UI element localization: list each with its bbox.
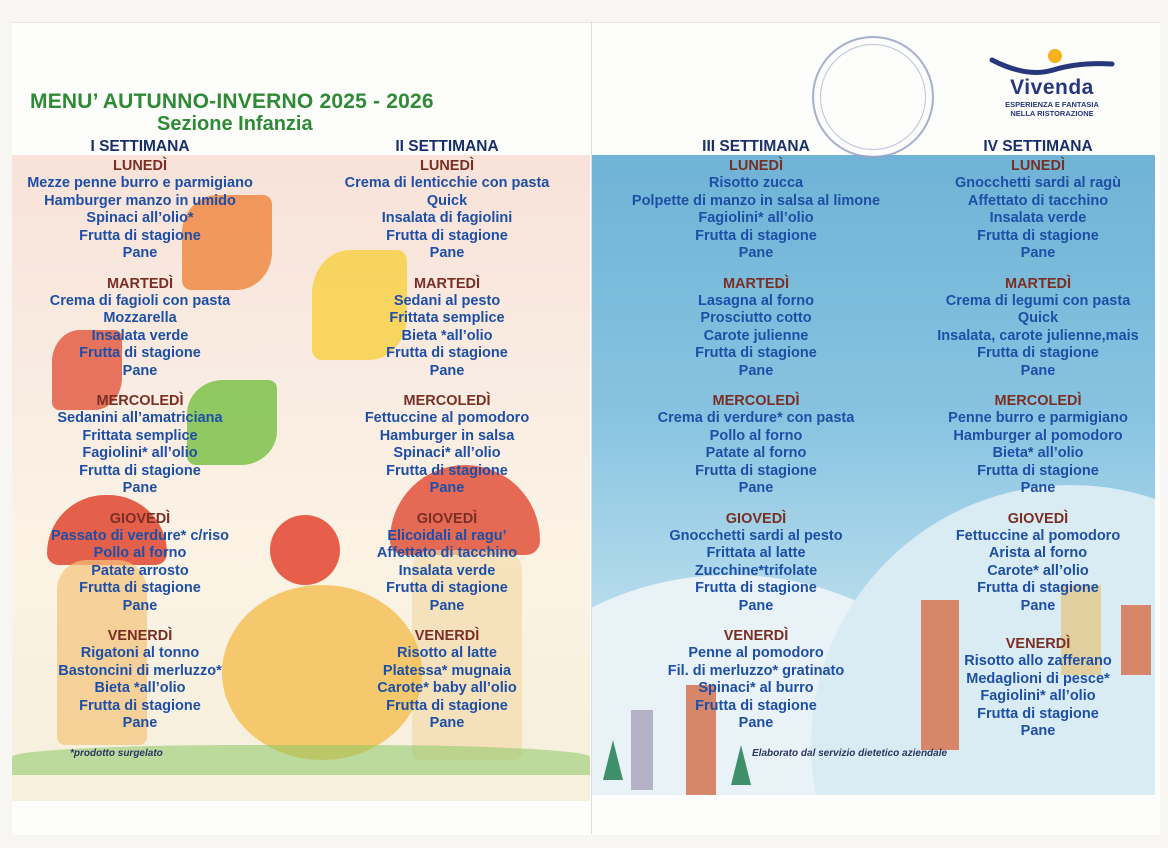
day-label: MARTEDÌ	[1004, 275, 1072, 292]
menu-item: Affettato di tacchino	[967, 192, 1109, 209]
menu-item: Fettuccine al pomodoro	[955, 527, 1121, 544]
menu-item: Pane	[429, 597, 465, 614]
day-label: GIOVEDÌ	[725, 510, 787, 527]
menu-item: Crema di fagioli con pasta	[49, 292, 231, 309]
menu-item: Fagiolini* all’olio	[82, 445, 198, 461]
menu-item: Crema di legumi con pasta	[945, 292, 1131, 309]
day-label: MARTEDÌ	[413, 275, 481, 292]
menu-item: Mezze penne burro e parmigiano	[27, 175, 253, 191]
menu-item: Insalata verde	[91, 327, 189, 344]
vivenda-logo	[982, 48, 1122, 128]
day-label: GIOVEDÌ	[109, 510, 171, 527]
menu-item: Crema di verdure* con pasta	[657, 410, 855, 426]
week-column-1	[14, 137, 266, 733]
menu-item: Bieta *all’olio	[401, 327, 493, 344]
menu-item: Insalata verde	[989, 210, 1087, 226]
menu-item: Risotto allo zafferano	[964, 653, 1112, 669]
menu-item: Hamburger in salsa	[379, 427, 515, 444]
menu-item: Hamburger al pomodoro	[953, 427, 1123, 444]
menu-item: Frutta di stagione	[695, 345, 817, 361]
menu-item: Frutta di stagione	[977, 227, 1099, 244]
menu-item: Bieta* all’olio	[992, 445, 1084, 461]
menu-item: Frutta di stagione	[695, 697, 817, 714]
day-label: VENERDÌ	[1005, 636, 1071, 652]
menu-item: Risotto al latte	[397, 645, 497, 661]
menu-item: Frutta di stagione	[977, 580, 1099, 596]
menu-item: Insalata, carote julienne,mais	[937, 327, 1139, 344]
day-label: GIOVEDÌ	[1007, 510, 1069, 527]
menu-item: Pollo al forno	[709, 427, 803, 444]
menu-item: Frutta di stagione	[386, 462, 508, 479]
menu-item: Elicoidali al ragu’	[387, 527, 507, 544]
menu-item: Frutta di stagione	[79, 462, 201, 479]
menu-item: Pane	[738, 245, 774, 261]
menu-item: Pane	[738, 362, 774, 379]
menu-item: Pane	[122, 597, 158, 614]
menu-item: Frutta di stagione	[79, 580, 201, 596]
day-label: MERCOLEDÌ	[712, 393, 800, 409]
menu-item: Medaglioni di pesce*	[966, 670, 1110, 687]
menu-item: Pane	[738, 480, 774, 496]
week-column-3	[612, 137, 900, 733]
week-column-4	[918, 137, 1158, 741]
menu-title: MENU’ AUTUNNO-INVERNO 2025 - 2026	[30, 90, 434, 113]
menu-item: Mozzarella	[103, 310, 177, 326]
day-label: MERCOLEDÌ	[96, 393, 184, 409]
menu-item: Patate al forno	[705, 445, 807, 461]
menu-item: Frittata al latte	[706, 545, 806, 561]
menu-item: Frittata semplice	[389, 310, 505, 326]
menu-item: Pane	[429, 480, 465, 496]
menu-item: Carote* baby all’olio	[377, 680, 517, 696]
logo-tagline-1: ESPERIENZA E FANTASIA	[1005, 100, 1099, 109]
day-label: MERCOLEDÌ	[403, 393, 491, 409]
menu-item: Carote* all’olio	[987, 562, 1089, 579]
menu-item: Frutta di stagione	[386, 227, 508, 244]
day-label: LUNEDÌ	[420, 158, 474, 174]
menu-item: Frutta di stagione	[977, 345, 1099, 361]
menu-item: Quick	[426, 192, 468, 209]
frozen-product-note: *prodotto surgelato	[70, 748, 163, 759]
menu-item: Frutta di stagione	[977, 462, 1099, 479]
dietary-service-note: Elaborato dal servizio dietetico aziendale	[752, 748, 948, 759]
menu-item: Fagiolini* all’olio	[698, 210, 814, 226]
menu-item: Sedani al pesto	[393, 292, 501, 309]
menu-item: Rigatoni al tonno	[80, 645, 200, 661]
menu-item: Platessa* mugnaia	[382, 662, 512, 679]
day-label: VENERDÌ	[414, 628, 480, 644]
day-label: VENERDÌ	[107, 628, 173, 644]
menu-item: Pane	[122, 480, 158, 496]
menu-item: Insalata di fagiolini	[381, 210, 513, 226]
day-label: MARTEDÌ	[722, 275, 790, 292]
menu-item: Pane	[429, 245, 465, 261]
menu-item: Pane	[1020, 597, 1056, 614]
menu-item: Arista al forno	[988, 545, 1088, 561]
menu-item: Gnocchetti sardi al ragù	[955, 175, 1121, 191]
menu-item: Sedanini all’amatriciana	[57, 410, 223, 426]
menu-item: Insalata verde	[398, 562, 496, 579]
menu-item: Bastoncini di merluzzo*	[58, 662, 222, 679]
menu-item: Risotto zucca	[708, 175, 804, 191]
menu-item: Spinaci all’olio*	[86, 210, 194, 226]
logo-brand-name: Vivenda	[1010, 76, 1094, 99]
menu-item: Bieta *all’olio	[94, 680, 186, 696]
menu-item: Fil. di merluzzo* gratinato	[667, 662, 845, 679]
menu-item: Affettato di tacchino	[376, 545, 518, 561]
menu-item: Pane	[122, 362, 158, 379]
menu-item: Frutta di stagione	[977, 705, 1099, 722]
menu-item: Pollo al forno	[93, 545, 187, 561]
menu-item: Pane	[1020, 480, 1056, 496]
pine-tree-illustration	[603, 740, 623, 780]
menu-item: Pane	[738, 597, 774, 614]
day-label: LUNEDÌ	[729, 158, 783, 174]
menu-item: Frutta di stagione	[386, 580, 508, 596]
menu-item: Pane	[1020, 723, 1056, 739]
menu-item: Spinaci* al burro	[698, 680, 814, 696]
menu-item: Polpette di manzo in salsa al limone	[631, 192, 881, 209]
menu-item: Quick	[1017, 310, 1059, 326]
menu-item: Pane	[122, 245, 158, 261]
menu-item: Frutta di stagione	[695, 580, 817, 596]
menu-item: Frutta di stagione	[79, 697, 201, 714]
week-label: I SETTIMANA	[90, 138, 190, 155]
logo-tagline-2: NELLA RISTORAZIONE	[1010, 109, 1094, 118]
menu-item: Crema di lenticchie con pasta	[344, 175, 550, 191]
menu-item: Penne burro e parmigiano	[948, 410, 1128, 426]
menu-item: Lasagna al forno	[697, 292, 815, 309]
menu-item: Frutta di stagione	[386, 345, 508, 361]
menu-item: Spinaci* all’olio	[393, 445, 501, 461]
sun-wave-logo-icon	[987, 48, 1117, 78]
pine-tree-illustration-2	[731, 745, 751, 785]
week-column-2	[320, 137, 574, 733]
day-label: VENERDÌ	[723, 628, 789, 644]
menu-item: Zucchine*trifolate	[694, 562, 818, 579]
week-label: II SETTIMANA	[395, 138, 499, 155]
menu-item: Pane	[429, 362, 465, 379]
week-label: III SETTIMANA	[702, 138, 810, 155]
menu-subtitle: Sezione Infanzia	[157, 113, 313, 135]
menu-item: Frittata semplice	[82, 427, 198, 444]
menu-item: Fagiolini* all’olio	[980, 688, 1096, 704]
menu-item: Patate arrosto	[91, 562, 189, 579]
menu-item: Frutta di stagione	[695, 462, 817, 479]
day-label: GIOVEDÌ	[416, 510, 478, 527]
menu-item: Pane	[429, 715, 465, 731]
menu-item: Frutta di stagione	[695, 227, 817, 244]
menu-item: Pane	[738, 715, 774, 731]
menu-item: Prosciutto cotto	[700, 310, 812, 326]
menu-item: Gnocchetti sardi al pesto	[669, 527, 843, 544]
menu-item: Pane	[1020, 362, 1056, 379]
menu-item: Frutta di stagione	[386, 697, 508, 714]
day-label: LUNEDÌ	[1011, 158, 1065, 174]
menu-item: Fettuccine al pomodoro	[364, 410, 530, 426]
menu-item: Passato di verdure* c/riso	[50, 527, 230, 544]
page-fold	[591, 22, 592, 834]
menu-item: Pane	[122, 715, 158, 731]
menu-item: Hamburger manzo in umido	[44, 192, 236, 209]
menu-item: Carote julienne	[703, 327, 809, 344]
menu-item: Frutta di stagione	[79, 345, 201, 361]
day-label: MERCOLEDÌ	[994, 393, 1082, 409]
day-label: LUNEDÌ	[113, 158, 167, 174]
menu-item: Penne al pomodoro	[688, 645, 824, 661]
day-label: MARTEDÌ	[106, 275, 174, 292]
menu-item: Pane	[1020, 245, 1056, 261]
menu-item: Frutta di stagione	[79, 227, 201, 244]
week-label: IV SETTIMANA	[983, 138, 1093, 155]
